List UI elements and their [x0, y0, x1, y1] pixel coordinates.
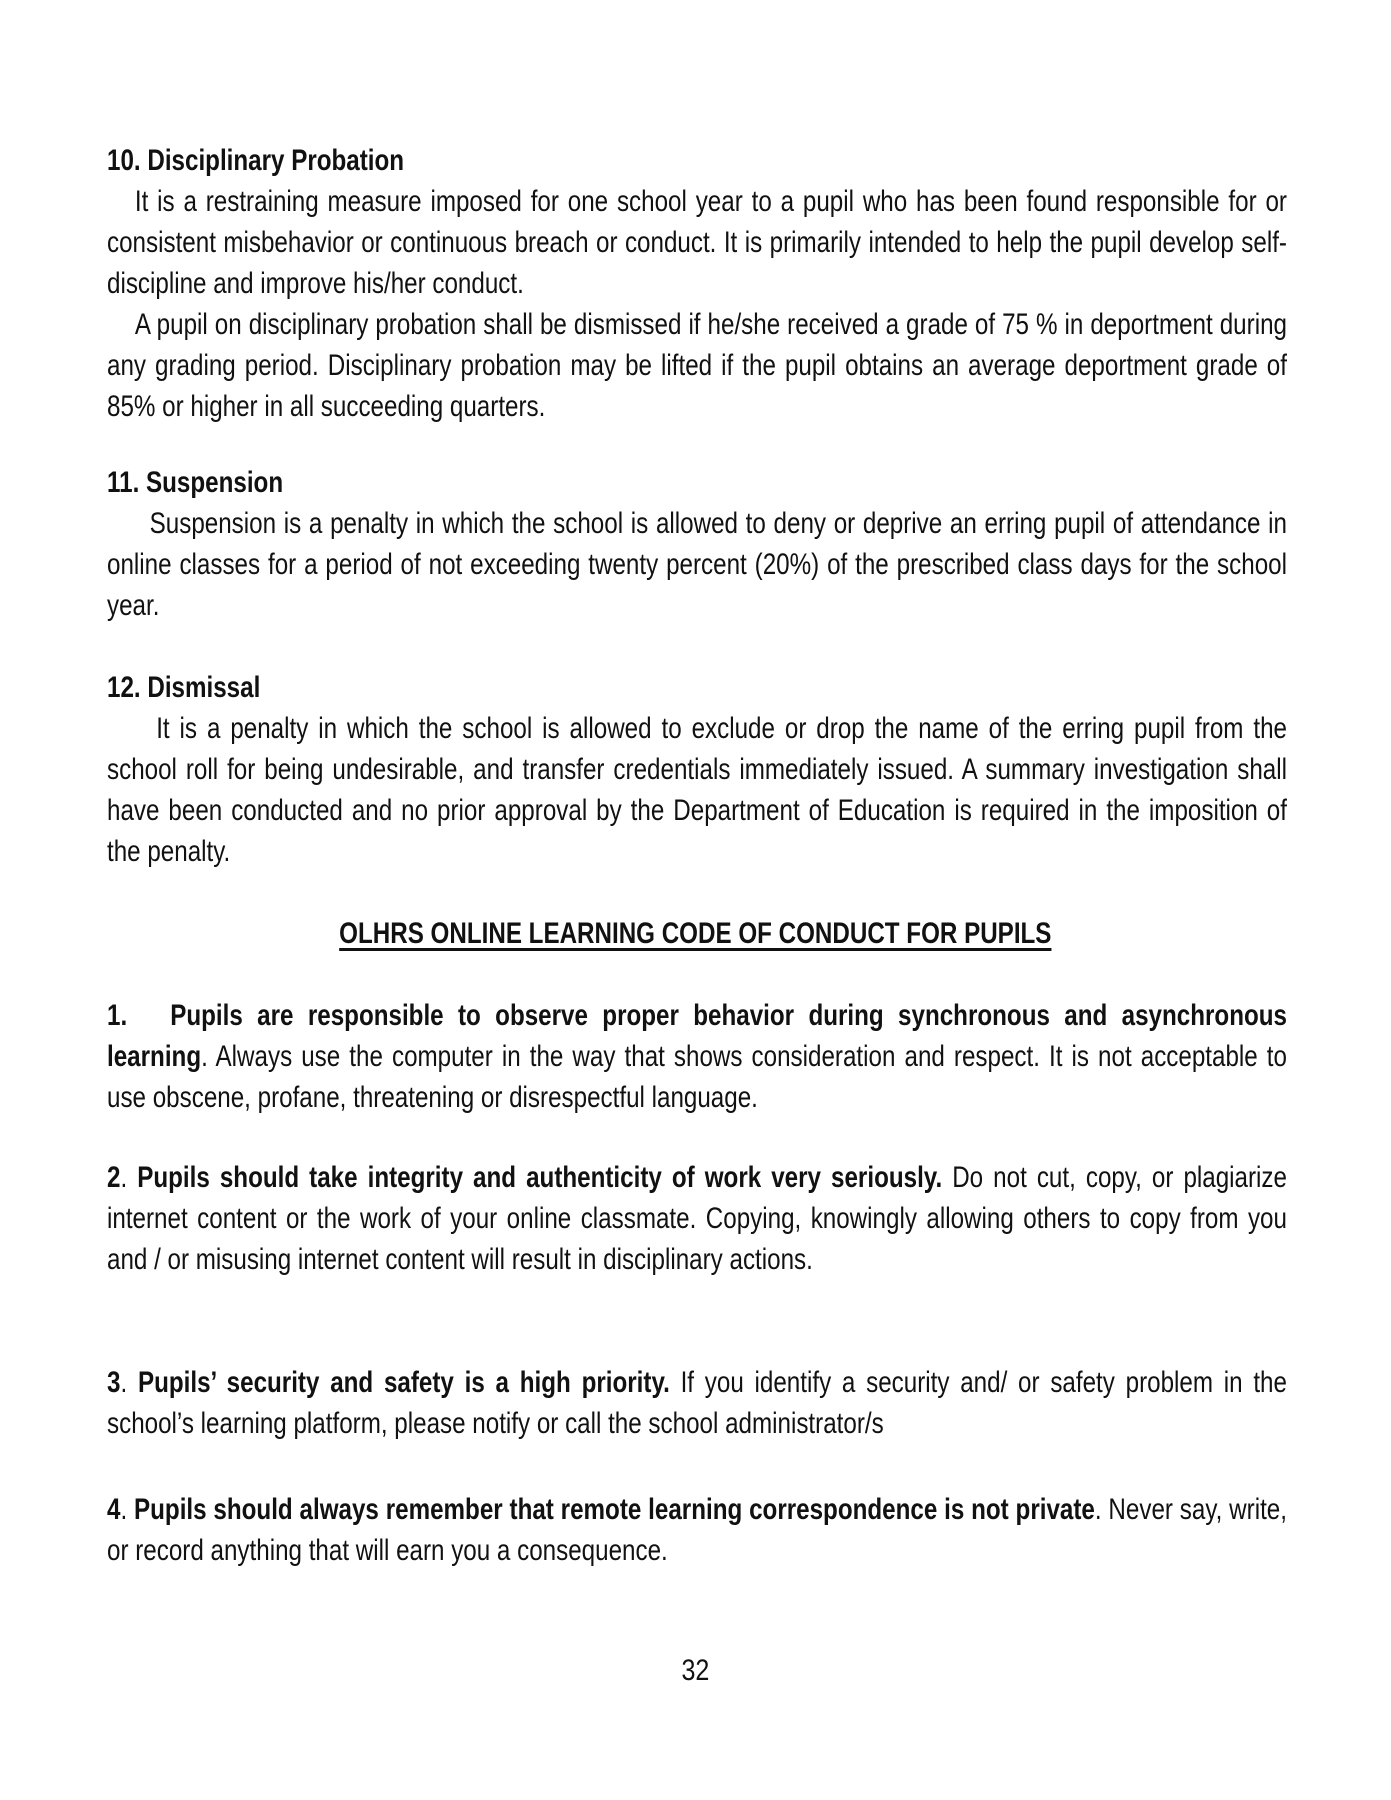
item-bold-text: Pupils should take integrity and authenticity of work very seriously. [137, 1161, 943, 1194]
code-of-conduct-title-text: OLHRS ONLINE LEARNING CODE OF CONDUCT FOR PUPILS [339, 917, 1052, 950]
item-number: 2 [107, 1161, 121, 1194]
section-paragraph: A pupil on disciplinary probation shall be dismissed if he/she received a grade of 75 % in deportment during any grading period. Disciplinary probation may be lifted if the pupil obtains an average deportment grade of 85% or higher in all succeeding quarters. [107, 308, 1287, 423]
item-text: . Never say, write, or record anything that will earn you a consequence. [107, 1493, 1287, 1567]
section-dismissal [107, 667, 1287, 872]
section-heading: 11. Suspension [107, 466, 284, 499]
item-bold-text: Pupils should always remember that remote learning correspondence is not private [134, 1493, 1095, 1526]
item-text: Do not cut, copy, or plagiarize internet content or the work of your online classmate. Copying, knowingly allowing others to copy from you and / or misusing internet content will result in disciplinary actions. [107, 1161, 1287, 1276]
section-paragraph: It is a penalty in which the school is allowed to exclude or drop the name of the erring pupil from the school roll for being undesirable, and transfer credentials immediately issued. A summary investigation shall have been conducted and no prior approval by the Department of Education is required in the imposition of the penalty. [107, 712, 1287, 868]
item-bold-text: Pupils are responsible to observe proper behavior during synchronous and asynchronous learning [107, 999, 1287, 1073]
section-heading: 10. Disciplinary Probation [107, 144, 405, 177]
section-suspension [107, 462, 1287, 626]
section-paragraph: It is a restraining measure imposed for one school year to a pupil who has been found responsible for or consistent misbehavior or continuous breach or conduct. It is primarily intended to help the pupil develop self-discipline and improve his/her conduct. [107, 185, 1287, 300]
code-of-conduct-title [0, 913, 1391, 954]
page-number-text: 32 [681, 1654, 710, 1687]
item-number: 3 [107, 1366, 121, 1399]
conduct-item-3: 3. Pupils’ security and safety is a high priority. If you identify a security and/ or safety problem in the school’s learning platform, please notify or call the school administrator/s [107, 1366, 1287, 1440]
conduct-item-2: 2. Pupils should take integrity and authenticity of work very seriously. Do not cut, copy, or plagiarize internet content or the work of your online classmate. Copying, knowingly allowing others to copy from you and / or misusing internet content will result in disciplinary actions. [107, 1161, 1287, 1276]
item-number: 4 [107, 1493, 121, 1526]
section-disciplinary-probation [107, 140, 1287, 427]
section-heading: 12. Dismissal [107, 671, 261, 704]
item-bold-text: Pupils’ security and safety is a high priority. [137, 1366, 670, 1399]
conduct-item-1 [107, 995, 1287, 1118]
item-text: If you identify a security and/ or safety problem in the school’s learning platform, please notify or call the school administrator/s [107, 1366, 1287, 1440]
item-number: 1. [107, 999, 128, 1032]
conduct-item-4: 4. Pupils should always remember that remote learning correspondence is not private. Never say, write, or record anything that will earn you a consequence. [107, 1493, 1287, 1567]
section-paragraph: Suspension is a penalty in which the school is allowed to deny or deprive an erring pupil of attendance in online classes for a period of not exceeding twenty percent (20%) of the prescribed class days for the school year. [107, 507, 1287, 622]
page-number [0, 1650, 1391, 1691]
item-text: . Always use the computer in the way that shows consideration and respect. It is not acceptable to use obscene, profane, threatening or disrespectful language. [107, 1040, 1287, 1114]
